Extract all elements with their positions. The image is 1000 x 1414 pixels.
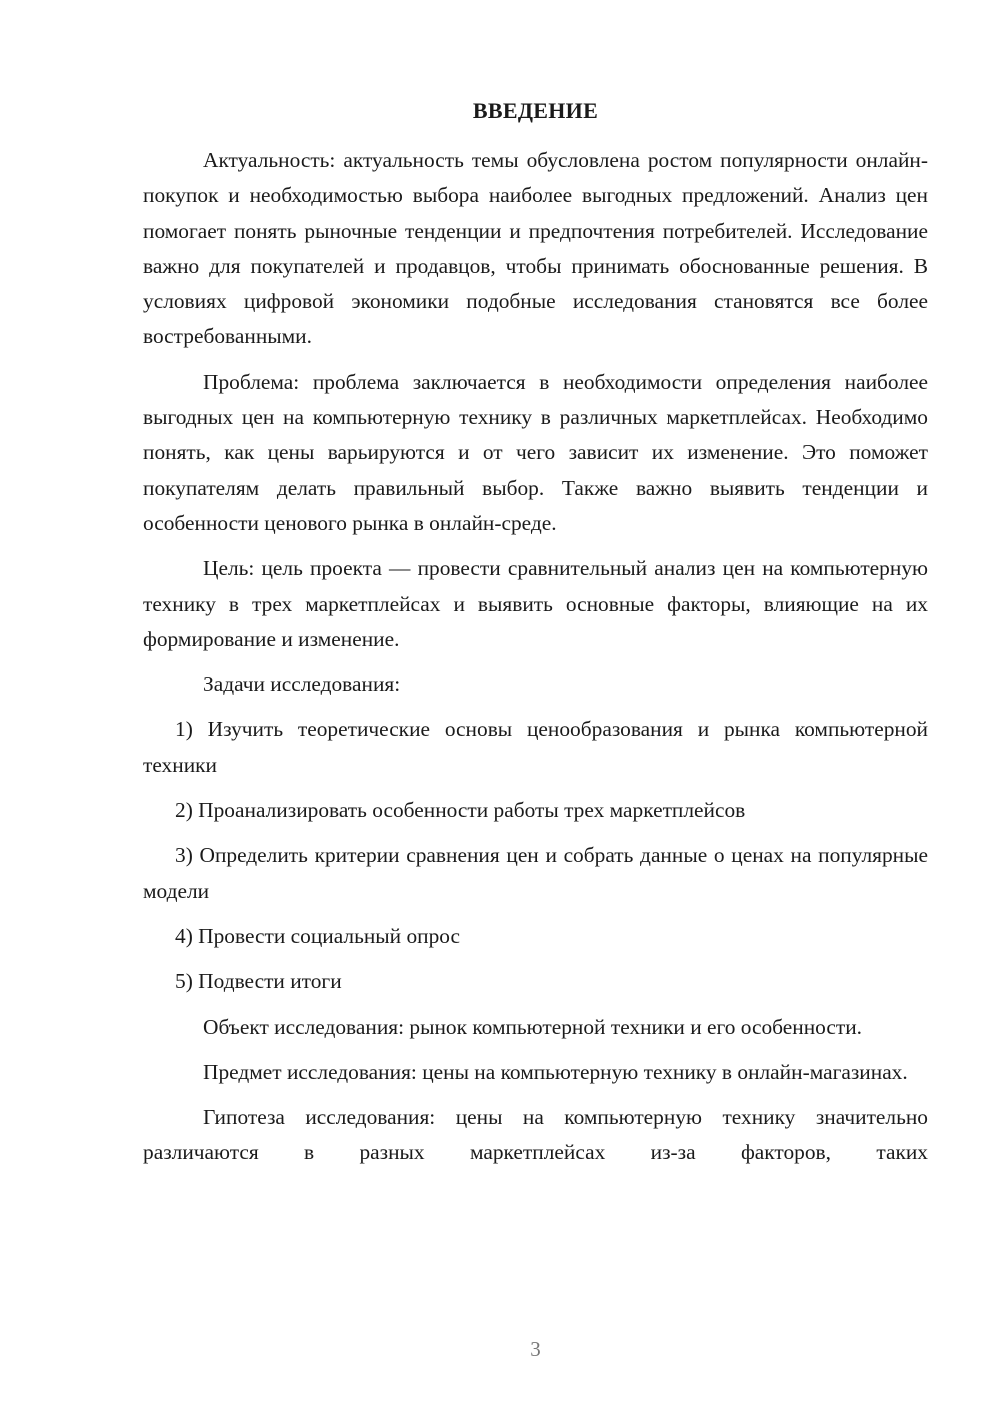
paragraph-goal: Цель: цель проекта — провести сравнительный анализ цен на компьютерную технику в трех маркетплейсах и выявить основные факторы, влияющие на их формирование и изменение. [143,556,928,651]
task-item-2: 2) Проанализировать особенности работы трех маркетплейсов [175,798,746,823]
task-item-5: 5) Подвести итоги [175,969,342,994]
paragraph-tasks-heading: Задачи исследования: [203,672,401,697]
paragraph-relevance: Актуальность: актуальность темы обусловлена ростом популярности онлайн-покупок и необходимостью выбора наиболее выгодных предложений. Анализ цен помогает понять рыночные тенденции и предпочтения потребителей. Исследование важно для покупателей и продавцов, чтобы принимать обоснованные решения. В условиях цифровой экономики подобные исследования становятся все более востребованными. [143,148,928,349]
task-item-1: 1) Изучить теоретические основы ценообразования и рынка компьютерной техники [143,717,928,777]
paragraph-subject: Предмет исследования: цены на компьютерную технику в онлайн-магазинах. [203,1059,908,1084]
section-title: ВВЕДЕНИЕ [472,98,599,123]
paragraph-problem: Проблема: проблема заключается в необходимости определения наиболее выгодных цен на компьютерную технику в различных маркетплейсах. Необходимо понять, как цены варьируются и от чего зависит их изменение. Это поможет покупателям делать правильный выбор. Также важно выявить тенденции и особенности ценового рынка в онлайн-среде. [143,369,928,535]
document-body [143,143,928,1181]
paragraph-hypothesis: Гипотеза исследования: цены на компьютерную технику значительно различаются в разных маркетплейсах из-за факторов, таких [143,1105,928,1165]
task-item-4: 4) Провести социальный опрос [175,923,461,948]
document-page [143,0,928,1414]
paragraph-object: Объект исследования: рынок компьютерной техники и его особенности. [203,1014,863,1039]
page-number: 3 [530,1337,541,1361]
task-item-3: 3) Определить критерии сравнения цен и собрать данные о ценах на популярные модели [143,843,928,903]
